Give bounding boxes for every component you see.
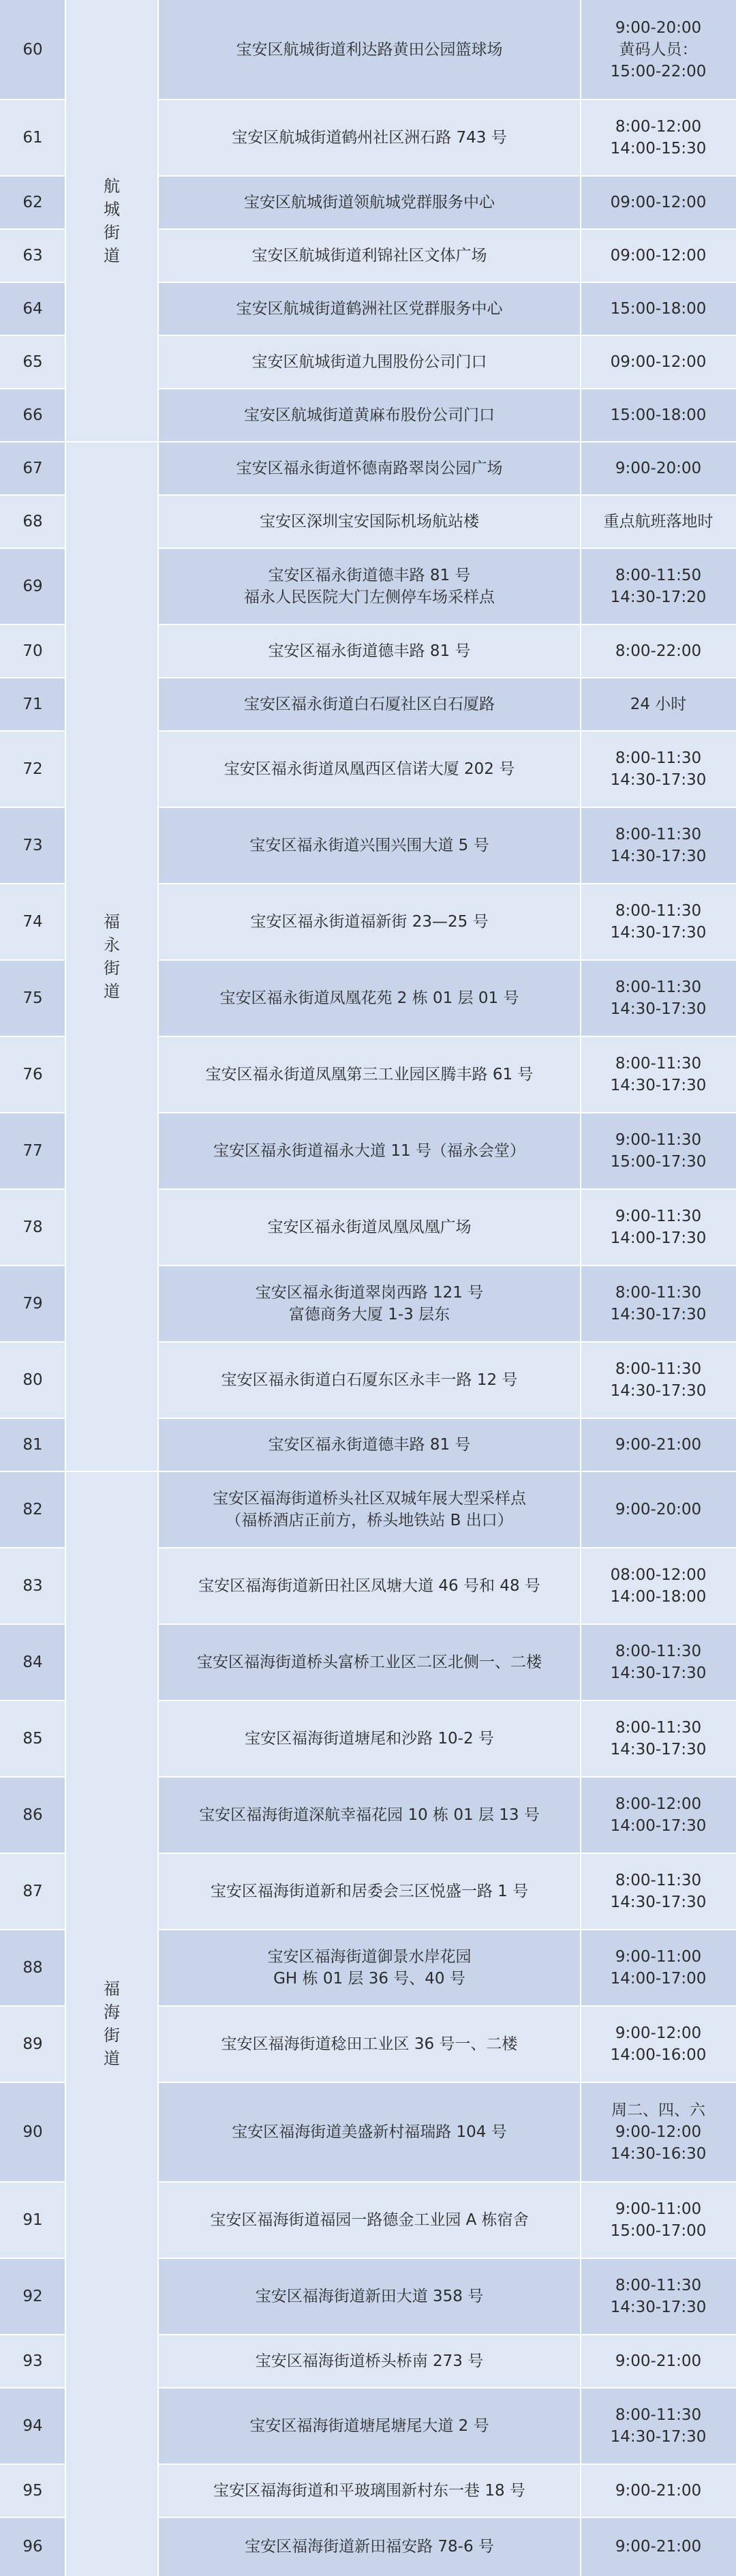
location-cell: 宝安区福永街道福永大道 11 号（福永会堂） (213, 1142, 525, 1160)
location-cell: 宝安区福永街道翠岗西路 121 号 富德商务大厦 1-3 层东 (255, 1284, 484, 1323)
location-cell: 宝安区航城街道九围股份公司门口 (251, 353, 487, 371)
row-number: 69 (22, 578, 43, 595)
time-cell: 8:00-11:30 14:30-17:30 (610, 2406, 707, 2446)
location-cell: 宝安区航城街道领航城党群服务中心 (244, 194, 495, 211)
location-cell: 宝安区福海街道稔田工业区 36 号一、二楼 (221, 2035, 518, 2053)
location-cell: 宝安区福永街道福新街 23—25 号 (250, 913, 489, 931)
row-divider (158, 175, 736, 177)
time-cell: 8:00-12:00 14:00-17:30 (610, 1795, 707, 1835)
row-divider (158, 2387, 736, 2388)
row-number: 87 (22, 1883, 43, 1900)
row-divider (158, 1623, 736, 1625)
location-cell: 宝安区福永街道德丰路 81 号 (268, 642, 471, 660)
time-cell: 09:00-12:00 (610, 194, 707, 211)
row-divider (0, 99, 65, 100)
row-divider (158, 99, 736, 100)
time-cell: 9:00-21:00 (615, 1436, 702, 1454)
row-number: 85 (22, 1730, 43, 1748)
row-divider (0, 2181, 65, 2183)
row-divider (0, 1929, 65, 1930)
time-cell: 9:00-20:00 (615, 1501, 702, 1518)
row-number: 83 (22, 1577, 43, 1595)
row-divider (0, 807, 65, 808)
group-divider (0, 1471, 736, 1472)
row-number: 89 (22, 2035, 43, 2053)
location-cell: 宝安区福海街道福园一路德金工业园 A 栋宿舍 (210, 2211, 529, 2229)
row-number: 65 (22, 353, 43, 371)
row-divider (158, 2181, 736, 2183)
row-divider (158, 2334, 736, 2335)
time-cell: 09:00-12:00 (610, 247, 707, 265)
time-cell: 8:00-12:00 14:00-15:30 (610, 118, 707, 158)
row-divider (158, 2258, 736, 2259)
row-number: 79 (22, 1295, 43, 1313)
location-cell: 宝安区福海街道深航幸福花园 10 栋 01 层 13 号 (199, 1806, 540, 1824)
row-divider (158, 1418, 736, 1419)
location-cell: 宝安区航城街道利锦社区文体广场 (251, 247, 487, 265)
location-cell: 宝安区福海街道新田社区凤塘大道 46 号和 48 号 (198, 1577, 540, 1595)
row-divider (158, 1265, 736, 1266)
location-cell: 宝安区福永街道白石厦社区白石厦路 (244, 695, 495, 713)
time-cell: 9:00-21:00 (615, 2538, 702, 2556)
row-divider (158, 388, 736, 389)
time-cell: 08:00-12:00 14:00-18:00 (610, 1566, 707, 1606)
row-divider (0, 2082, 65, 2083)
time-cell: 周二、四、六 9:00-12:00 14:30-16:30 (610, 2101, 707, 2163)
row-divider (158, 1341, 736, 1343)
row-number: 66 (22, 406, 43, 424)
row-divider (0, 624, 65, 625)
location-cell: 宝安区福海街道御景水岸花园 GH 栋 01 层 36 号、40 号 (267, 1948, 472, 1988)
row-divider (0, 1623, 65, 1625)
row-number: 80 (22, 1371, 43, 1389)
column-divider (580, 0, 581, 2576)
row-divider (158, 2082, 736, 2083)
time-cell: 9:00-11:00 14:00-17:00 (610, 1948, 707, 1988)
location-cell: 宝安区福海街道桥头桥南 273 号 (255, 2352, 484, 2370)
location-cell: 宝安区深圳宝安国际机场航站楼 (260, 513, 479, 530)
location-cell: 宝安区福永街道凤凰凤凰广场 (267, 1218, 472, 1236)
row-number: 64 (22, 300, 43, 318)
row-divider (158, 1853, 736, 1854)
row-divider (0, 388, 65, 389)
time-cell: 9:00-11:00 15:00-17:00 (610, 2200, 707, 2240)
row-divider (158, 1929, 736, 1930)
time-cell: 8:00-11:30 14:30-17:30 (610, 1872, 707, 1911)
location-cell: 宝安区福永街道凤凰花苑 2 栋 01 层 01 号 (219, 989, 519, 1007)
time-cell: 9:00-21:00 (615, 2482, 702, 2500)
location-cell: 宝安区福海街道新和居委会三区悦盛一路 1 号 (210, 1883, 529, 1900)
row-number: 72 (22, 760, 43, 778)
row-number: 60 (22, 41, 43, 59)
time-cell: 8:00-11:30 14:30-17:30 (610, 978, 707, 1018)
row-divider (0, 335, 65, 336)
row-number: 88 (22, 1959, 43, 1977)
row-number: 86 (22, 1806, 43, 1824)
row-number: 74 (22, 913, 43, 931)
location-cell: 宝安区福海街道塘尾和沙路 10-2 号 (245, 1730, 494, 1748)
street-cell (65, 0, 158, 442)
group-divider (0, 441, 736, 443)
street-name: 福海街道 (104, 1979, 120, 2068)
time-cell: 8:00-11:30 14:30-17:30 (610, 902, 707, 942)
location-cell: 宝安区福永街道怀德南路翠岗公园广场 (236, 460, 503, 477)
row-divider (158, 2463, 736, 2465)
row-number: 76 (22, 1066, 43, 1083)
row-divider (0, 2463, 65, 2465)
row-number: 84 (22, 1653, 43, 1671)
row-divider (158, 1776, 736, 1778)
row-number: 94 (22, 2417, 43, 2435)
row-divider (158, 1036, 736, 1037)
column-divider (157, 0, 159, 2576)
row-divider (158, 494, 736, 496)
row-divider (0, 1112, 65, 1113)
row-divider (0, 1853, 65, 1854)
row-divider (158, 883, 736, 884)
time-cell: 8:00-11:50 14:30-17:20 (610, 567, 707, 606)
row-number: 96 (22, 2538, 43, 2556)
row-divider (158, 335, 736, 336)
location-cell: 宝安区福海街道新田大道 358 号 (255, 2288, 484, 2305)
row-divider (0, 1036, 65, 1037)
time-cell: 9:00-20:00 (615, 460, 702, 477)
location-cell: 宝安区福海街道新田福安路 78-6 号 (245, 2538, 494, 2556)
row-divider (158, 730, 736, 732)
row-divider (158, 1112, 736, 1113)
location-cell: 宝安区航城街道黄麻布股份公司门口 (244, 406, 495, 424)
row-divider (158, 282, 736, 283)
row-number: 93 (22, 2352, 43, 2370)
row-divider (0, 677, 65, 678)
time-cell: 重点航班落地时 (603, 513, 714, 530)
time-cell: 8:00-11:30 14:30-17:30 (610, 1360, 707, 1400)
street-name: 福永街道 (104, 912, 120, 1001)
row-divider (158, 1547, 736, 1548)
time-cell: 9:00-21:00 (615, 2352, 702, 2370)
row-divider (0, 228, 65, 230)
row-divider (0, 883, 65, 884)
row-divider (158, 959, 736, 961)
location-cell: 宝安区福永街道白石厦东区永丰一路 12 号 (221, 1371, 518, 1389)
row-divider (158, 624, 736, 625)
row-divider (0, 1188, 65, 1190)
row-number: 70 (22, 642, 43, 660)
row-number: 81 (22, 1436, 43, 1454)
location-cell: 宝安区福永街道德丰路 81 号 (268, 1436, 471, 1454)
row-divider (0, 548, 65, 549)
location-cell: 宝安区福永街道兴围兴围大道 5 号 (249, 837, 489, 854)
time-cell: 15:00-18:00 (610, 406, 707, 424)
row-divider (0, 1341, 65, 1343)
row-number: 75 (22, 989, 43, 1007)
time-cell: 8:00-11:30 14:30-17:30 (610, 749, 707, 789)
column-divider (65, 0, 66, 2576)
row-divider (158, 2517, 736, 2518)
row-divider (0, 1418, 65, 1419)
time-cell: 8:00-11:30 14:30-17:30 (610, 1719, 707, 1758)
row-number: 62 (22, 194, 43, 211)
time-cell: 09:00-12:00 (610, 353, 707, 371)
row-number: 71 (22, 695, 43, 713)
row-divider (0, 175, 65, 177)
time-cell: 8:00-11:30 14:30-17:30 (610, 2277, 707, 2316)
time-cell: 8:00-11:30 14:30-17:30 (610, 1643, 707, 1682)
row-number: 95 (22, 2482, 43, 2500)
row-divider (0, 2334, 65, 2335)
row-divider (158, 548, 736, 549)
row-divider (0, 2258, 65, 2259)
location-cell: 宝安区航城街道鹤州社区洲石路 743 号 (232, 129, 507, 147)
row-number: 82 (22, 1501, 43, 1518)
location-cell: 宝安区福永街道德丰路 81 号 福永人民医院大门左侧停车场采样点 (244, 567, 495, 606)
time-cell: 8:00-11:30 14:30-17:30 (610, 826, 707, 865)
row-divider (158, 2005, 736, 2007)
time-cell: 9:00-20:00 黄码人员： 15:00-22:00 (610, 19, 707, 80)
location-cell: 宝安区航城街道鹤洲社区党群服务中心 (236, 300, 503, 318)
row-number: 68 (22, 513, 43, 530)
street-cell (65, 1471, 158, 2576)
location-cell: 宝安区航城街道利达路黄田公园篮球场 (236, 41, 503, 59)
time-cell: 8:00-22:00 (615, 642, 702, 660)
row-number: 63 (22, 247, 43, 265)
row-divider (0, 730, 65, 732)
row-number: 91 (22, 2211, 43, 2229)
row-divider (0, 1265, 65, 1266)
row-divider (0, 2005, 65, 2007)
row-number: 77 (22, 1142, 43, 1160)
time-cell: 9:00-12:00 14:00-16:00 (610, 2024, 707, 2064)
row-divider (158, 807, 736, 808)
row-divider (0, 959, 65, 961)
street-name: 航城街道 (104, 177, 120, 265)
location-cell: 宝安区福永街道凤凰第三工业园区腾丰路 61 号 (205, 1066, 534, 1083)
location-cell: 宝安区福海街道美盛新村福瑞路 104 号 (232, 2123, 507, 2141)
location-cell: 宝安区福永街道凤凰西区信诺大厦 202 号 (224, 760, 515, 778)
location-cell: 宝安区福海街道桥头社区双城年展大型采样点 （福桥酒店正前方，桥头地铁站 B 出口） (213, 1490, 526, 1529)
location-cell: 宝安区福海街道桥头富桥工业区二区北侧一、二楼 (197, 1653, 542, 1671)
row-divider (158, 1188, 736, 1190)
street-cell (65, 442, 158, 1471)
row-divider (0, 2517, 65, 2518)
row-divider (158, 677, 736, 678)
row-number: 78 (22, 1218, 43, 1236)
row-number: 92 (22, 2288, 43, 2305)
time-cell: 15:00-18:00 (610, 300, 707, 318)
row-number: 61 (22, 129, 43, 147)
row-divider (0, 2387, 65, 2388)
time-cell: 8:00-11:30 14:30-17:30 (610, 1284, 707, 1323)
row-divider (0, 282, 65, 283)
row-divider (0, 1700, 65, 1701)
time-cell: 9:00-11:30 14:00-17:30 (610, 1208, 707, 1247)
location-cell: 宝安区福海街道塘尾塘尾大道 2 号 (249, 2417, 489, 2435)
row-divider (0, 494, 65, 496)
row-divider (158, 228, 736, 230)
row-divider (158, 1700, 736, 1701)
row-number: 73 (22, 837, 43, 854)
row-divider (0, 1547, 65, 1548)
row-divider (0, 1776, 65, 1778)
time-cell: 8:00-11:30 14:30-17:30 (610, 1055, 707, 1094)
time-cell: 24 小时 (630, 695, 687, 713)
location-cell: 宝安区福海街道和平玻璃围新村东一巷 18 号 (213, 2482, 525, 2500)
row-number: 90 (22, 2123, 43, 2141)
time-cell: 9:00-11:30 15:00-17:30 (610, 1131, 707, 1171)
row-number: 67 (22, 460, 43, 477)
